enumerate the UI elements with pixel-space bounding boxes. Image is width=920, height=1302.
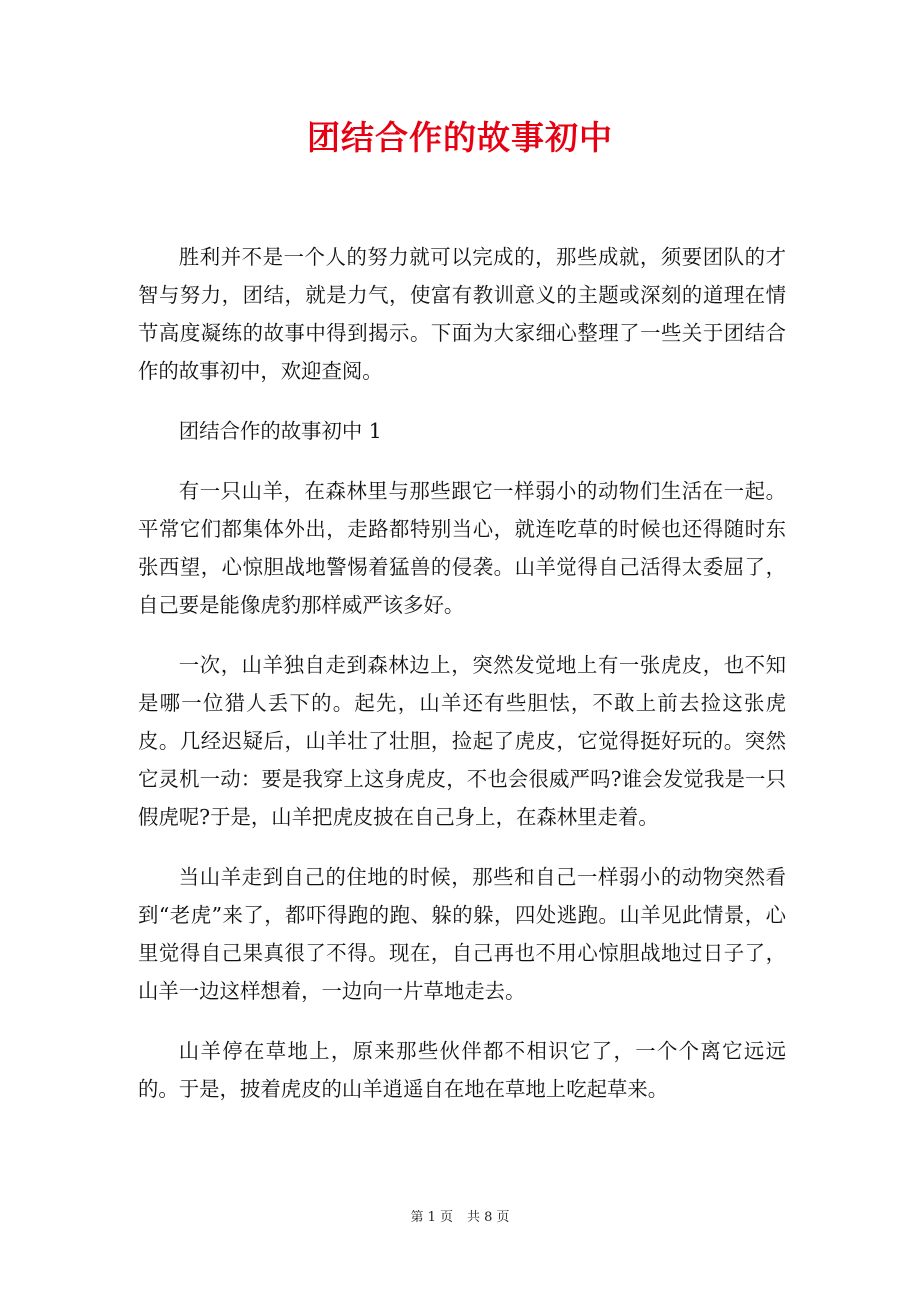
paragraph-intro: 胜利并不是一个人的努力就可以完成的，那些成就，须要团队的才智与努力，团结，就是力气，使富有教训意义的主题或深刻的道理在情节高度凝练的故事中得到揭示。下面为大家细心整理了一些关于团结合作的故事初中，欢迎查阅。 — [138, 245, 786, 383]
page-total: 共 8 页 — [467, 1210, 510, 1225]
paragraph-story-3: 当山羊走到自己的住地的时候，那些和自己一样弱小的动物突然看到“老虎”来了，都吓得跑的跑、躲的躲，四处逃跑。山羊见此情景，心里觉得自己果真很了不得。现在，自己再也不用心惊胆战地过日子了，山羊一边这样想着，一边向一片草地走去。 — [138, 865, 786, 1003]
section-heading: 团结合作的故事初中 1 — [178, 419, 382, 443]
page-number: 第 1 页 — [410, 1210, 453, 1225]
paragraph-story-4: 山羊停在草地上，原来那些伙伴都不相识它了，一个个离它远远的。于是，披着虎皮的山羊逍遥自在地在草地上吃起草来。 — [138, 1039, 786, 1101]
document-title: 团结合作的故事初中 — [307, 118, 613, 157]
paragraph-story-1: 有一只山羊，在森林里与那些跟它一样弱小的动物们生活在一起。平常它们都集体外出，走路都特别当心，就连吃草的时候也还得随时东张西望，心惊胆战地警惕着猛兽的侵袭。山羊觉得自己活得太委屈了，自己要是能像虎豹那样威严该多好。 — [138, 479, 786, 617]
page-footer — [0, 1206, 920, 1225]
paragraph-story-2: 一次，山羊独自走到森林边上，突然发觉地上有一张虎皮，也不知是哪一位猎人丢下的。起先，山羊还有些胆怯，不敢上前去捡这张虎皮。几经迟疑后，山羊壮了壮胆，捡起了虎皮，它觉得挺好玩的。突然它灵机一动：要是我穿上这身虎皮，不也会很威严吗?谁会发觉我是一只假虎呢?于是，山羊把虎皮披在自己身上，在森林里走着。 — [138, 653, 786, 829]
document-body — [138, 238, 786, 1130]
